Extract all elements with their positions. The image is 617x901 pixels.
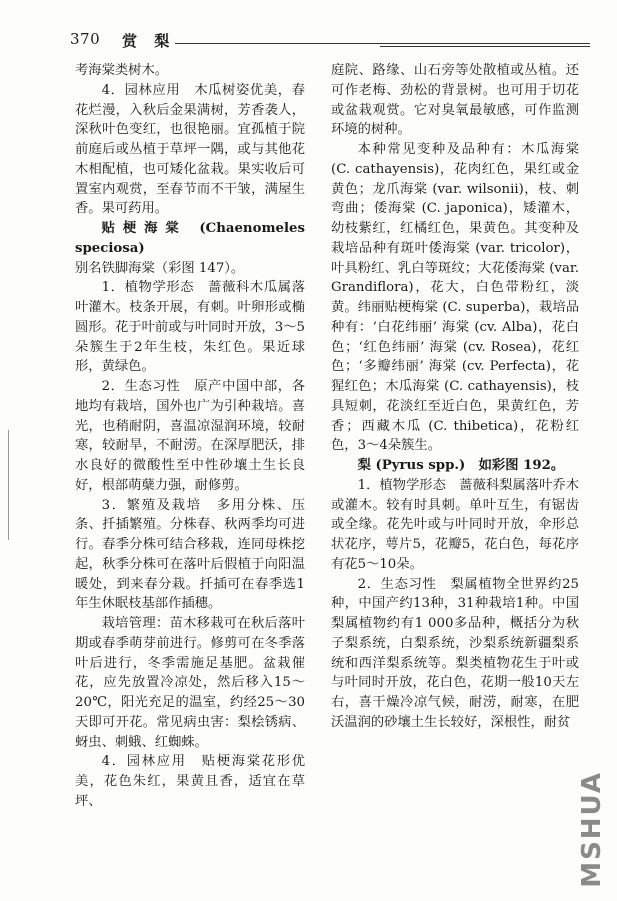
page-number: 370 xyxy=(70,30,101,48)
running-title: 赏 梨 xyxy=(122,32,176,50)
scan-edge-line xyxy=(8,430,9,540)
paragraph: 2．生态习性 梨属植物全世界约25种，中国产约13种，31种栽培1种。中国梨属植物约有1 000多品种，概括分为秋子梨系统，白梨系统，沙梨系统新疆梨系统和西洋梨系统等。梨类植物花生于叶或与叶同时开放，花白色，花期一般10天左右，喜干燥冷凉气候，耐涝，耐寒，在肥沃温润的砂壤土生长较好，深根性，耐贫 xyxy=(331,576,579,730)
paragraph: 考海棠类树木。 xyxy=(75,63,169,78)
left-column xyxy=(75,61,305,812)
paragraph: 栽培管理：苗木移栽可在秋后落叶期或春季萌芽前进行。修剪可在冬季落叶后进行，冬季需施足基肥。盆栽催花，应先放置冷凉处，然后移入15～20℃，阳光充足的温室，约经25～30天即可开花。常见病虫害：梨桧锈病、蚜虫、刺蛾、红蜘蛛。 xyxy=(75,616,305,750)
paragraph: 庭院、路缘、山石旁等处散植或丛植。还可作老梅、劲松的背景树。也可用于切花或盆栽观赏。它对臭氧最敏感，可作监测环境的树种。 xyxy=(331,63,579,138)
section-heading: 梨 (Pyrus spp.) 如彩图 192。 xyxy=(357,458,565,473)
paragraph: 别名铁脚海棠（彩图 147）。 xyxy=(75,260,245,276)
paragraph: 本种常见变种及品种有：木瓜海棠 (C. cathayensis)，花肉红色，果红或金黄色；龙爪海棠 (var. wilsonii)，枝、刺弯曲；倭海棠 (C. japonica)，矮灌木，幼枝紫红，红橘红色，果黄色。其变种及栽培品种有斑叶倭海棠 (var. tricolor)，叶具粉红、乳白等斑纹；大花倭海棠 (var. Grandiflora)，花大，白色带粉红，淡黄。纬丽贴梗梅棠 (C. superba)，栽培品种有：‘白花纬丽’ 海棠 (cv. Alba)，花白色；‘红色纬丽’ 海棠 (cv. Rosea)，花红色；‘多瓣纬丽’ 海棠 (cv. Perfecta)，花猩红色；木瓜海棠 (C. cathayensis)，枝具短刺，花淡红至近白色，果黄红色，芳香；西藏木瓜 (C. thibetica)，花粉红色，3～4朵簇生。 xyxy=(331,142,579,454)
paragraph: 2．生态习性 原产中国中部，各地均有栽培，国外也广为引种栽培。喜光，也稍耐阴，喜温凉湿润环境，较耐寒，较耐旱，不耐涝。在深厚肥沃，排水良好的微酸性至中性砂壤土生长良好，根部萌蘖力强，耐修剪。 xyxy=(75,379,305,493)
page-header xyxy=(70,30,590,52)
right-column xyxy=(331,61,579,733)
section-heading: 贴梗海棠 (Chaenomeles speciosa) xyxy=(75,221,305,256)
watermark xyxy=(577,769,607,889)
paragraph: 1．植物学形态 蔷薇科梨属落叶乔木或灌木。较有时具刺。单叶互生，有锯齿或全缘。花先叶或与叶同时开放，伞形总状花序，萼片5，花瓣5，花白色，每花序有花5～10朵。 xyxy=(331,477,579,572)
paragraph: 4．园林应用 贴梗海棠花形优美，花色朱红，果黄且香，适宜在草坪、 xyxy=(75,754,305,809)
watermark-text: MSHUA xyxy=(577,770,607,888)
paragraph: 3．繁殖及栽培 多用分株、压条、扦插繁殖。分株春、秋两季均可进行。春季分株可结合移栽，连同母株挖起，秋季分株可在落叶后假植于向阳温暖处，到来春分栽。扦插可在春季选1年生休眠枝基部作插穗。 xyxy=(75,497,305,612)
paragraph: 4．园林应用 木瓜树姿优美，春花烂漫，入秋后金果满树，芳香袭人，深秋叶色变红，也很艳丽。宜孤植于院前庭后或丛植于草坪一隅，或与其他花木相配植，也可矮化盆栽。果实收后可置室内观赏，至春节而不干皱，满屋生香。果可药用。 xyxy=(75,82,305,217)
paragraph: 1．植物学形态 蔷薇科木瓜属落叶灌木。枝条开展，有刺。叶卵形或椭圆形。花于叶前或与叶同时开放，3～5朵簇生于2年生枝，朱红色。果近球形，黄绿色。 xyxy=(75,280,305,375)
header-rule xyxy=(175,43,590,44)
